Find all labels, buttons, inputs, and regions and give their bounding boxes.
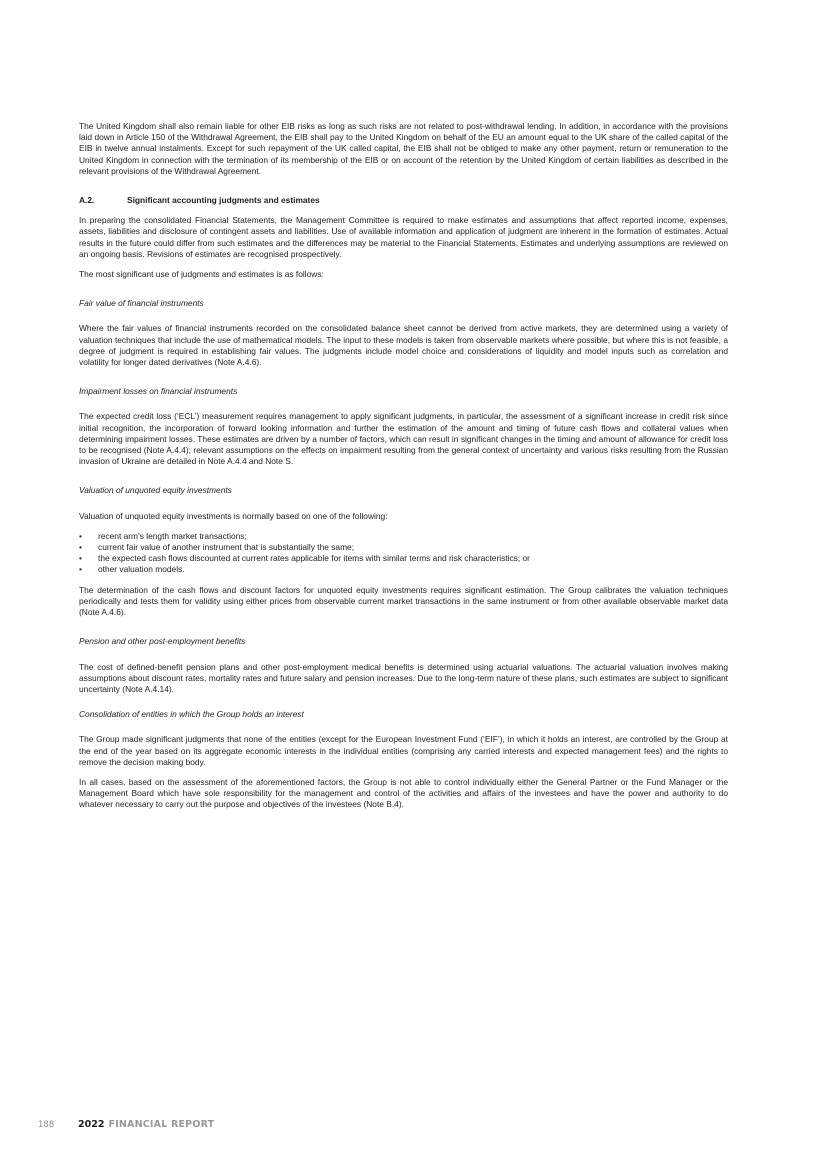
bullet-text: recent arm’s length market transactions; xyxy=(98,530,247,541)
list-item xyxy=(79,564,728,575)
pension-heading: Pension and other post-employment benefits xyxy=(79,636,246,647)
fair-value-heading: Fair value of financial instruments xyxy=(79,298,204,309)
section-paragraph-1: In preparing the consolidated Financial Statements, the Management Committee is required to make estimates and assumptions that affect reported income, expenses, assets, liabilities and disclosure of contingent assets and liabilities. Use of available information and application of judgment are inherent in the formation of estimates. Actual results in the future could differ from such estimates and the differences may be material to the Financial Statements. Estimates and underlying assumptions are reviewed on an ongoing basis. Revisions of estimates are recognised prospectively. xyxy=(79,215,728,259)
fair-value-paragraph: Where the fair values of financial instruments recorded on the consolidated balance sheet cannot be derived from active markets, they are determined using a variety of valuation techniques that include the use of mathematical models. The input to these models is taken from observable markets where possible, but where this is not feasible, a degree of judgment is required in establishing fair values. The judgments include model choice and considerations of liquidity and model inputs such as correlation and volatility for longer dated derivatives (Note A.4.6). xyxy=(79,323,728,368)
section-number: A.2. xyxy=(79,195,95,206)
consolidation-heading: Consolidation of entities in which the Group holds an interest xyxy=(79,709,304,720)
section-title: Significant accounting judgments and estimates xyxy=(127,195,320,206)
impairment-paragraph: The expected credit loss (‘ECL’) measurement requires management to apply significant judgments, in particular, the assessment of a significant increase in credit risk since initial recognition, the incorporation of forward looking information and further the estimation of the amount and timing of future cash flows and collateral values when determining impairment losses. These estimates are driven by a number of factors, which can result in significant changes in the timing and amount of allowance for credit loss to be recognised (Note A.4.4); relevant assumptions on the effects on impairment resulting from the general context of uncertainty and various risks resulting from the Russian invasion of Ukraine are detailed in Note A.4.4 and Note S. xyxy=(79,411,728,467)
bullet-icon: • xyxy=(79,564,82,575)
impairment-heading: Impairment losses on financial instruments xyxy=(79,386,238,397)
bullet-text: other valuation models. xyxy=(98,564,185,575)
intro-paragraph: The United Kingdom shall also remain liable for other EIB risks as long as such risks are not related to post-withdrawal lending. In addition, in accordance with the provisions laid down in Article 150 of the Withdrawal Agreement, the EIB shall pay to the United Kingdom on behalf of the EU an amount equal to the UK share of the called capital of the EIB in twelve annual instalments. Except for such repayment of the UK called capital, the EIB shall not be obliged to make any other payment, return or remuneration to the United Kingdom in connection with the termination of its membership of the EIB or on account of the retention by the United Kingdom of certain liabilities as described in the relevant provisions of the Withdrawal Agreement. xyxy=(79,121,728,176)
bullet-icon: • xyxy=(79,553,82,564)
valuation-bullet-list xyxy=(79,531,728,576)
unquoted-equity-heading: Valuation of unquoted equity investments xyxy=(79,485,232,496)
bullet-icon: • xyxy=(79,530,82,541)
bullet-icon: • xyxy=(79,542,82,553)
page-number: 188 xyxy=(38,1120,55,1130)
pension-paragraph: The cost of defined-benefit pension plans and other post-employment medical benefits is determined using actuarial valuations. The actuarial valuation involves making assumptions about discount rates, mortality rates and future salary and pension increases. Due to the long-term nature of these plans, such estimates are subject to significant uncertainty (Note A.4.14). xyxy=(79,661,728,694)
bullet-text: current fair value of another instrument that is substantially the same; xyxy=(98,542,355,553)
report-year: 2022 xyxy=(78,1119,105,1130)
list-item xyxy=(79,531,728,542)
unquoted-equity-paragraph: The determination of the cash flows and discount factors for unquoted equity investments requires significant estimation. The Group calibrates the valuation techniques periodically and tests them for validity using either prices from observable current market transactions in the same instrument or from other available observable market data (Note A.4.6). xyxy=(79,584,728,618)
bullet-text: the expected cash flows discounted at current rates applicable for items with similar terms and risk characteristics; or xyxy=(98,553,530,564)
section-paragraph-2: The most significant use of judgments and estimates is as follows: xyxy=(79,269,324,280)
section-heading xyxy=(79,195,728,206)
consolidation-paragraph-1: The Group made significant judgments that none of the entities (except for the European Investment Fund (‘EIF’), in which it holds an interest, are controlled by the Group at the end of the year based on its aggregate economic interests in the individual entities (comprising any carried interests and expected management fees) and the rights to remove the decision making body. xyxy=(79,734,728,767)
page-footer xyxy=(38,1119,214,1131)
document-body xyxy=(79,121,728,811)
report-title: FINANCIAL REPORT xyxy=(108,1119,215,1130)
unquoted-equity-intro: Valuation of unquoted equity investments is normally based on one of the following: xyxy=(79,510,388,521)
consolidation-paragraph-2: In all cases, based on the assessment of the aforementioned factors, the Group is not able to control individually either the General Partner or the Fund Manager or the Management Board which have sole responsibility for the management and control of the activities and affairs of the investees and have the power and authority to do whatever necessary to carry out the purpose and objectives of the investees (Note B.4). xyxy=(79,776,728,810)
list-item xyxy=(79,542,728,553)
list-item xyxy=(79,553,728,564)
